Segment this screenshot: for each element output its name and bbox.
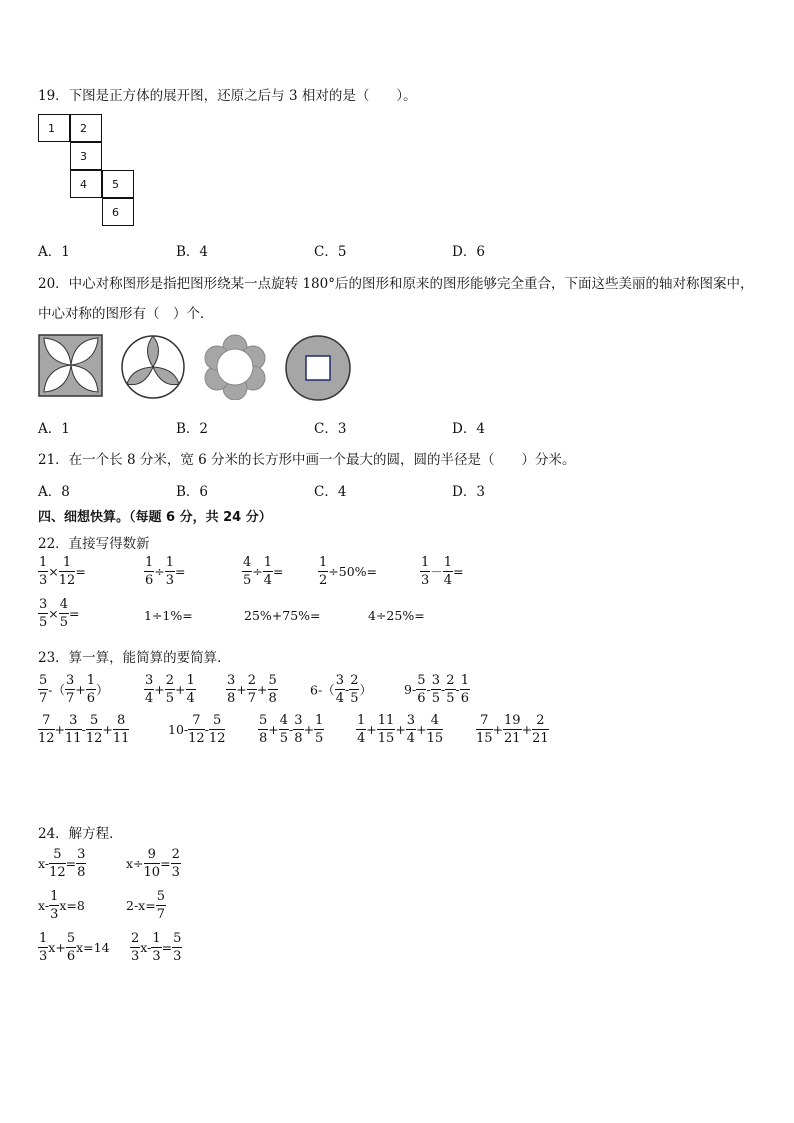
option-d[interactable]: D．3 [452,484,485,500]
option-c[interactable]: C．5 [314,244,347,260]
four-leaf-square-figure [38,334,104,398]
calc-expression: $\frac{1}{4}$ + $\frac{11}{15}$ + $\frac{3}{4}$ + $\frac{4}{15}$ [357,713,444,746]
question-20-text-line2: 中心对称的图形有（ ）个． [38,306,214,322]
calc-expression: $\frac{3}{8}$ + $\frac{2}{7}$ + $\frac{5}{8}$ [227,673,277,706]
calc-expression: $\frac{3}{5}$ × $\frac{4}{5}$ = [39,597,80,630]
option-a[interactable]: A．1 [38,244,70,260]
net-cell: 4 [70,170,102,198]
calc-expression: $\frac{4}{5}$ ÷ $\frac{1}{4}$ = [243,555,284,588]
section-title: 四、细想快算。（每题 6 分，共 24 分） [38,510,272,525]
net-cell: 5 [102,170,134,198]
calc-expression: $\frac{1}{3}$ － $\frac{1}{4}$ = [421,555,464,588]
equation: x÷ $\frac{9}{10}$ = $\frac{2}{3}$ [126,847,180,880]
equation: $\frac{2}{3}$ x- $\frac{1}{3}$ = $\frac{5}{3}$ [131,931,182,964]
calc-expression: $\frac{7}{12}$ + $\frac{3}{11}$ - $\frac{5}{12}$ + $\frac{8}{11}$ [38,713,130,746]
calc-expression: $\frac{7}{15}$ + $\frac{19}{21}$ + $\frac{2}{21}$ [476,713,549,746]
flower-ring-figure [202,334,268,400]
net-cell: 6 [102,198,134,226]
calc-expression: $\frac{3}{4}$ + $\frac{2}{5}$ + $\frac{1}{4}$ [145,673,195,706]
option-b[interactable]: B．4 [176,244,209,260]
net-cell: 1 [38,114,70,142]
option-c[interactable]: C．4 [314,484,347,500]
question-23-text: 23．算一算，能简算的要简算． [38,650,231,666]
option-a[interactable]: A．8 [38,484,70,500]
calc-expression: 25%+75%= [244,608,321,623]
option-d[interactable]: D．6 [452,244,485,260]
question-21-text: 21．在一个长 8 分米，宽 6 分米的长方形中画一个最大的圆，圆的半径是（ ）分米。 [38,452,576,468]
calc-expression: $\frac{5}{8}$ + $\frac{4}{5}$ - $\frac{3}{8}$ + $\frac{1}{5}$ [259,713,324,746]
question-22-text: 22．直接写得数新 [38,536,150,552]
equation: 2-x= $\frac{5}{7}$ [126,889,165,922]
equation: $\frac{1}{3}$ x+ $\frac{5}{6}$ x=14 [39,931,110,964]
calc-expression: $\frac{5}{7}$ -（ $\frac{3}{7}$ + $\frac{1}{6}$ ） [39,673,109,706]
calc-expression: $\frac{1}{6}$ ÷ $\frac{1}{3}$ = [145,555,186,588]
calc-expression: 4÷25%= [368,608,425,623]
calc-expression: $\frac{1}{3}$ × $\frac{1}{12}$ = [39,555,86,588]
equation: x- $\frac{1}{3}$ x=8 [38,889,85,922]
option-b[interactable]: B．2 [176,421,209,437]
net-cell: 3 [70,142,102,170]
three-petal-circle-figure [120,334,186,400]
equation: x- $\frac{5}{12}$ = $\frac{3}{8}$ [38,847,86,880]
option-a[interactable]: A．1 [38,421,70,437]
question-20-text-line1: 20．中心对称图形是指把图形绕某一点旋转 180°后的图形和原来的图形能够完全重合，下面这些美丽的轴对称图案中， [38,276,754,292]
calc-expression: 10- $\frac{7}{12}$ - $\frac{5}{12}$ [168,713,226,746]
calc-expression: $\frac{1}{2}$ ÷50%= [319,555,378,588]
option-c[interactable]: C．3 [314,421,347,437]
question-24-text: 24．解方程． [38,826,123,842]
calc-expression: 6-（ $\frac{3}{4}$ - $\frac{2}{5}$ ） [310,673,372,706]
option-b[interactable]: B．6 [176,484,209,500]
question-19-text: 19．下图是正方体的展开图，还原之后与 3 相对的是（ ）。 [38,88,417,104]
net-cell: 2 [70,114,102,142]
calc-expression: 1÷1%= [144,608,193,623]
coin-square-hole-figure [284,334,352,402]
calc-expression: 9- $\frac{5}{6}$ - $\frac{3}{5}$ - $\frac{2}{5}$ - $\frac{1}{6}$ [404,673,470,706]
option-d[interactable]: D．4 [452,421,485,437]
